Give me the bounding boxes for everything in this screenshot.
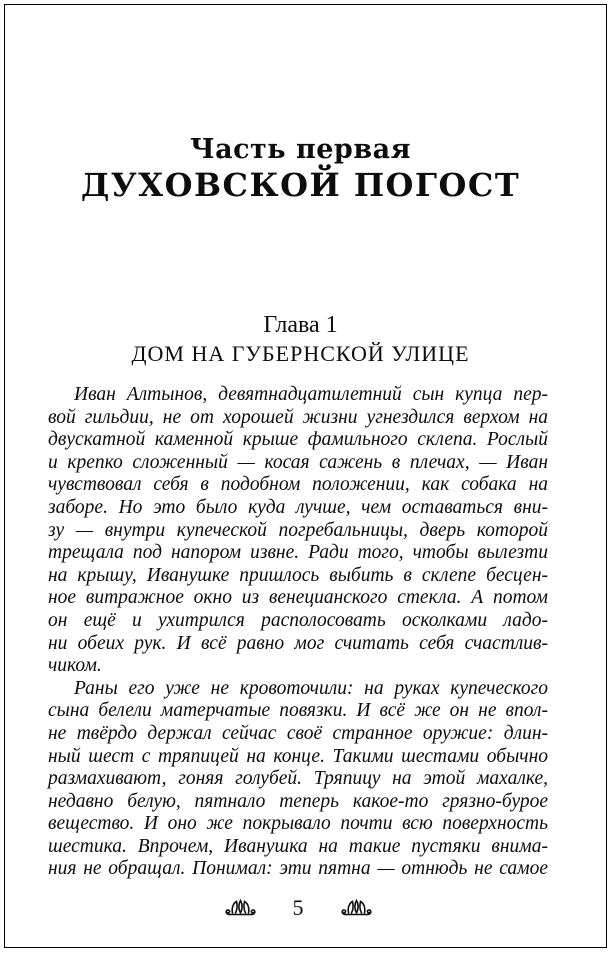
chapter-label: Глава 1 (263, 312, 338, 338)
body-text-line: ни обеих рук. И всё равно мог считать себя счастлив- (48, 632, 548, 654)
body-text-line: размахивают, гоняя голубей. Тряпицу на этой махалке, (48, 768, 548, 790)
body-text-line: вой гильдии, не от хорошей жизни угнездился верхом на (48, 406, 548, 428)
crown-fleuron-left-icon (224, 898, 257, 918)
body-text-line: Иван Алтынов, девятнадцатилетний сын купца пер- (74, 384, 548, 405)
body-text-line: зу — внутри купеческой погребальницы, дверь которой (48, 519, 548, 541)
part-heading (48, 134, 553, 204)
body-text-line: трещала под напором извне. Ради того, чтобы вылезти (48, 542, 548, 564)
body-text-line: ный шест с тряпицей на конце. Такими шестами обычно (48, 745, 548, 767)
body-text-line: Раны его уже не кровоточили: на руках купеческого (74, 677, 548, 699)
body-text-line: он ещё и ухитрился располосовать осколками ладо- (48, 609, 548, 631)
body-text-line: чувствовал себя в подобном положении, как собака на (48, 474, 548, 496)
body-text-line: недавно белую, пятнало теперь какое-то грязно-бурое (48, 790, 548, 812)
body-text-line: ния не обращал. Понимал: эти пятна — отнюдь не самое (48, 858, 548, 880)
body-text-line: не твёрдо держал сейчас своё странное оружие: длин- (48, 722, 548, 744)
chapter-heading (48, 310, 553, 368)
body-text-line: шестика. Впрочем, Иванушка на такие пустяки внима- (48, 835, 548, 857)
page-footer (48, 896, 548, 920)
part-title: ДУХОВСКОЙ ПОГОСТ (80, 166, 521, 204)
body-text-line: и крепко сложенный — косая сажень в плечах, — Иван (48, 451, 548, 473)
body-text-line: вещество. И оно же покрывало почти всю поверхность (48, 813, 548, 835)
body-text-line: чиком. (48, 655, 102, 677)
body-text (48, 384, 548, 881)
chapter-title: ДОМ НА ГУБЕРНСКОЙ УЛИЦЕ (131, 341, 470, 366)
body-text-line: сына белели матерчатые повязки. И всё же он не впол- (48, 700, 548, 722)
body-text-line: заборе. Но это было куда лучше, чем оставаться вни- (48, 496, 548, 518)
body-text-line: двускатной каменной крыше фамильного склепа. Рослый (48, 429, 548, 451)
body-text-line: на крышу, Иванушке пришлось выбить в склепе бесцен- (48, 564, 548, 586)
body-text-line: ное витражное окно из венецианского стекла. А потом (48, 587, 548, 609)
part-label: Часть первая (189, 134, 412, 165)
page-number: 5 (292, 895, 304, 920)
crown-fleuron-right-icon (340, 898, 373, 918)
